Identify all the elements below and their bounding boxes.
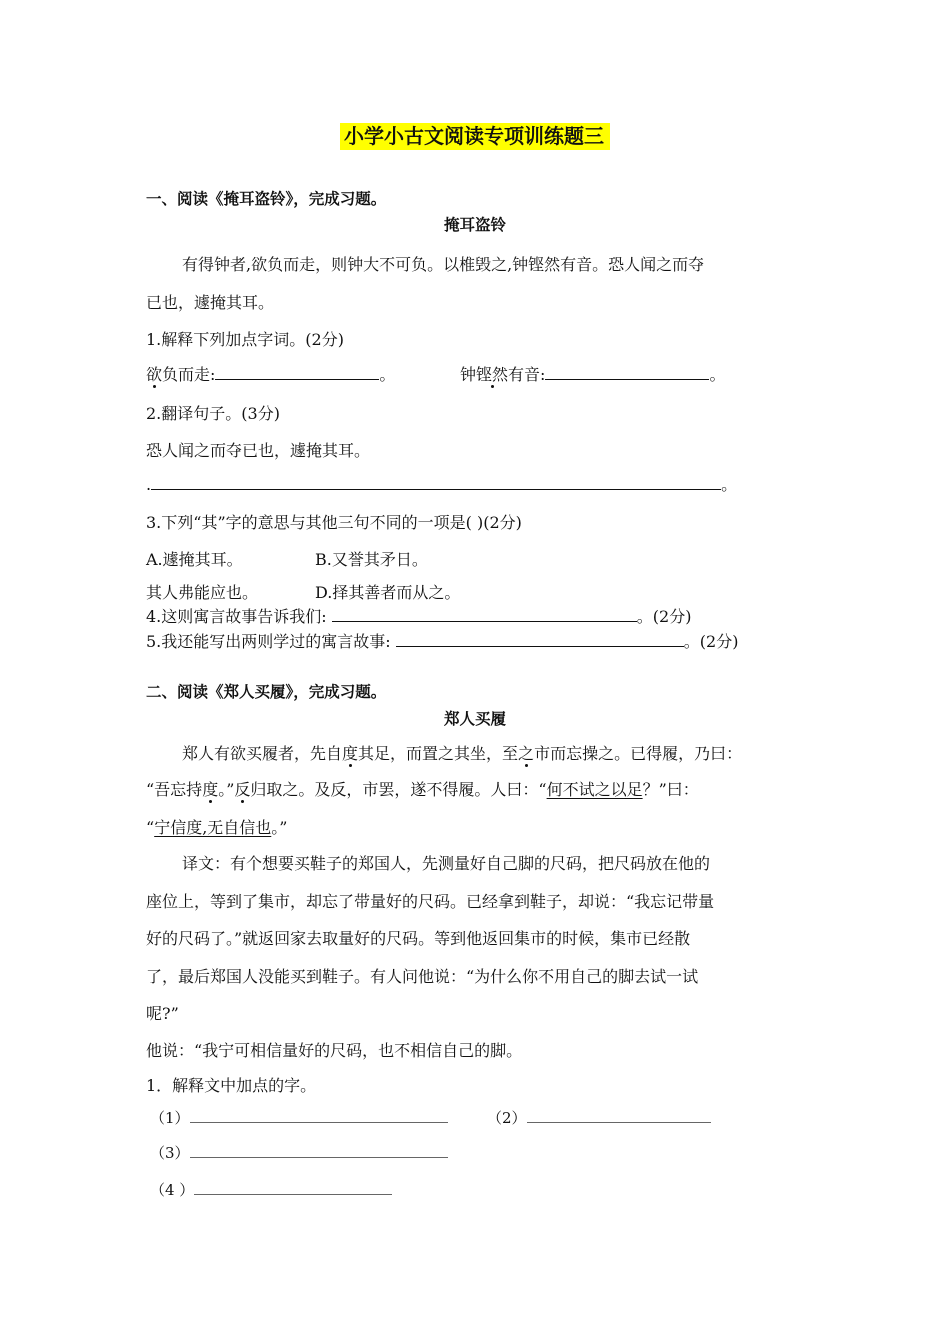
option-c: 其人弗能应也。 [146,583,259,602]
answer-blank-3[interactable] [190,1157,448,1158]
q1-b-pre: 钟 [460,365,477,384]
answer-row-1 [150,1107,448,1128]
q1-a-text: 负而走: [162,365,216,384]
answer-blank-q1b[interactable] [545,379,709,380]
section1-question1: 1.解释下列加点字词。(2分) [146,330,344,349]
answer-blank-q2[interactable] [151,489,721,490]
section2-question1: 1．解释文中加点的字。 [146,1076,317,1095]
blank-label-2: （2） [487,1109,527,1127]
section1-q2-sentence: 恐人闻之而夺已也，遽掩其耳。 [146,441,371,460]
answer-row-4 [150,1179,392,1200]
translation-line2: 座位上，等到了集市，却忘了带量好的尺码。已经拿到鞋子，却说：“我忘记带量 [146,892,715,911]
dotted-char: 度 [342,744,359,763]
underlined-sentence: 宁信度,无自信也 [154,818,272,837]
passage-text: 其足，而置之其坐，至 [358,744,519,763]
passage-text: 归取之。及反，市罢，遂不得履。人曰：“ [250,780,547,799]
section1-q1-item-a [146,362,395,385]
line-dot: . [146,475,152,494]
section1-question2: 2.翻译句子。(3分) [146,404,280,423]
section1-question4 [146,604,691,627]
translation-line4: 了，最后郑国人没能买到鞋子。有人问他说：“为什么你不用自己的脚去试一试 [146,967,699,986]
page-title: 小学小古文阅读专项训练题三 [0,120,950,149]
translation-line1: 译文：有个想要买鞋子的郑国人，先测量好自己脚的尺码，把尺码放在他的 [182,854,711,873]
section2-passage-line2 [146,777,699,800]
section1-passage-line1: 有得钟者,欲负而走，则钟大不可负。以椎毁之,钟铿然有音。恐人闻之而夺 [182,255,705,274]
section1-passage-line2: 已也，遽掩其耳。 [146,293,275,312]
section1-q2-answer-line [146,472,737,495]
section2-story-title: 郑人买履 [443,710,506,728]
answer-blank-2[interactable] [527,1122,711,1123]
translation-line5: 呢?” [146,1004,179,1023]
q1-b-text: 有音: [508,365,546,384]
section2-passage-line1 [182,741,742,764]
dotted-char: 度 [202,780,219,799]
q4-end: 。(2分) [636,607,692,626]
q5-end: 。(2分) [683,632,739,651]
dotted-char: 铿然 [476,365,509,384]
translation-line3: 好的尺码了。”就返回家去取量好的尺码。等到他返回集市的时候，集市已经散 [146,929,691,948]
passage-text: “吾忘持 [146,780,203,799]
dotted-char: 反 [234,780,251,799]
dotted-char: 欲 [146,365,163,384]
answer-row-3 [150,1142,448,1163]
blank-label-1: （1） [150,1109,190,1127]
passage-text: 市而忘操之。已得履，乃曰： [534,744,743,763]
blank-label-4: （4 ） [150,1181,195,1199]
translation-line6: 他说：“我宁可相信量好的尺码，也不相信自己的脚。 [146,1041,523,1060]
answer-blank-q1a[interactable] [215,379,379,380]
answer-blank-1[interactable] [190,1122,448,1123]
option-d: D.择其善者而从之。 [315,583,461,602]
section1-story-title: 掩耳盗铃 [443,216,506,234]
passage-text: 。” [218,780,235,799]
section2-heading: 二、阅读《郑人买履》，完成习题。 [146,683,387,701]
section2-passage-line3 [146,815,287,838]
dotted-char: 之 [518,744,535,763]
answer-blank-4[interactable] [194,1194,392,1195]
option-b: B.又誉其矛日。 [315,550,428,569]
period: 。 [721,475,738,494]
blank-label-3: （3） [150,1144,190,1162]
passage-text: 郑人有欲买履者，先自 [182,744,343,763]
answer-blank-q4[interactable] [332,621,637,622]
period: 。 [379,365,396,384]
section1-question3: 3.下列“其”字的意思与其他三句不同的一项是( )(2分) [146,513,522,532]
underlined-sentence: 何不试之以足 [546,780,643,799]
option-a: A.遽掩其耳。 [146,550,243,569]
answer-row-2 [487,1107,711,1128]
section1-heading: 一、阅读《掩耳盗铃》，完成习题。 [146,190,387,208]
period: 。 [709,365,726,384]
passage-text: ？”曰： [642,780,699,799]
q5-text: 5.我还能写出两则学过的寓言故事: [146,632,391,651]
section1-q1-item-b [460,362,725,385]
passage-text: “ [146,818,155,837]
q4-text: 4.这则寓言故事告诉我们: [146,607,327,626]
answer-blank-q5[interactable] [396,646,684,647]
section1-question5 [146,629,738,652]
passage-text: 。” [271,818,288,837]
